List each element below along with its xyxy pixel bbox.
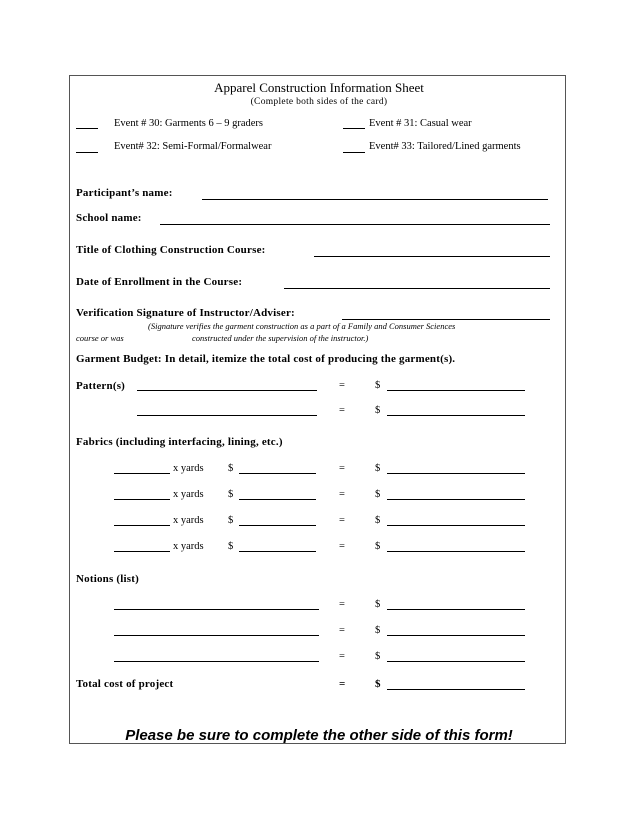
participant-name-label: Participant’s name: — [76, 187, 173, 199]
signature-note-line1: (Signature verifies the garment construction as a part of a Family and Consumer Sciences — [148, 321, 456, 331]
pattern-2-field[interactable] — [137, 415, 317, 416]
notion-3-dollar: $ — [375, 651, 381, 662]
signature-note-line2-prefix: course or was — [76, 333, 124, 343]
event-30-label: Event # 30: Garments 6 – 9 graders — [114, 118, 264, 129]
fabric-1-cost-field[interactable] — [387, 473, 525, 474]
pattern-2-dollar: $ — [375, 405, 381, 416]
total-cost-field[interactable] — [387, 689, 525, 690]
pattern-label: Pattern(s) — [76, 380, 126, 392]
notion-2-dollar: $ — [375, 625, 381, 636]
fabric-3-equals: = — [339, 515, 345, 526]
form-subtitle: (Complete both sides of the card) — [250, 97, 388, 107]
event-30-checkbox-line[interactable] — [76, 128, 98, 129]
fabric-2-price-dollar: $ — [228, 489, 234, 500]
garment-budget-heading: Garment Budget: In detail, itemize the total cost of producing the garment(s). — [76, 353, 456, 365]
fabric-4-price-field[interactable] — [239, 551, 316, 552]
enrollment-date-label: Date of Enrollment in the Course: — [76, 276, 243, 288]
fabric-1-yards-text: x yards — [173, 463, 204, 474]
notion-1-cost-field[interactable] — [387, 609, 525, 610]
fabric-2-equals: = — [339, 489, 345, 500]
verification-signature-label: Verification Signature of Instructor/Adviser: — [76, 307, 295, 319]
enrollment-date-field[interactable] — [284, 288, 550, 289]
event-31-label: Event # 31: Casual wear — [369, 118, 472, 129]
event-32-label: Event# 32: Semi-Formal/Formalwear — [114, 141, 272, 152]
course-title-label: Title of Clothing Construction Course: — [76, 244, 266, 256]
fabric-3-yards-field[interactable] — [114, 525, 170, 526]
fabric-4-yards-field[interactable] — [114, 551, 170, 552]
course-title-field[interactable] — [314, 256, 550, 257]
fabric-3-price-dollar: $ — [228, 515, 234, 526]
fabric-2-yards-text: x yards — [173, 489, 204, 500]
pattern-1-cost-field[interactable] — [387, 390, 525, 391]
fabric-3-cost-field[interactable] — [387, 525, 525, 526]
fabric-4-dollar: $ — [375, 541, 381, 552]
fabric-1-equals: = — [339, 463, 345, 474]
fabric-3-yards-text: x yards — [173, 515, 204, 526]
verification-signature-field[interactable] — [342, 319, 550, 320]
fabric-1-price-field[interactable] — [239, 473, 316, 474]
notion-2-cost-field[interactable] — [387, 635, 525, 636]
notion-2-equals: = — [339, 625, 345, 636]
event-32-checkbox-line[interactable] — [76, 152, 98, 153]
fabric-4-equals: = — [339, 541, 345, 552]
notion-1-dollar: $ — [375, 599, 381, 610]
fabric-1-price-dollar: $ — [228, 463, 234, 474]
total-dollar: $ — [375, 678, 381, 690]
participant-name-field[interactable] — [202, 199, 548, 200]
fabric-1-yards-field[interactable] — [114, 473, 170, 474]
fabric-4-cost-field[interactable] — [387, 551, 525, 552]
event-31-checkbox-line[interactable] — [343, 128, 365, 129]
notion-3-field[interactable] — [114, 661, 319, 662]
fabric-2-price-field[interactable] — [239, 499, 316, 500]
fabric-1-dollar: $ — [375, 463, 381, 474]
notion-3-equals: = — [339, 651, 345, 662]
school-name-field[interactable] — [160, 224, 550, 225]
signature-note-line2-rest: constructed under the supervision of the instructor.) — [192, 333, 369, 343]
fabric-4-price-dollar: $ — [228, 541, 234, 552]
pattern-2-cost-field[interactable] — [387, 415, 525, 416]
pattern-1-equals: = — [339, 380, 345, 391]
form-title: Apparel Construction Information Sheet — [214, 80, 424, 95]
notion-2-field[interactable] — [114, 635, 319, 636]
total-equals: = — [339, 678, 346, 690]
pattern-1-dollar: $ — [375, 380, 381, 391]
fabric-2-dollar: $ — [375, 489, 381, 500]
notion-3-cost-field[interactable] — [387, 661, 525, 662]
fabric-4-yards-text: x yards — [173, 541, 204, 552]
event-33-checkbox-line[interactable] — [343, 152, 365, 153]
form-border — [69, 75, 566, 744]
school-name-label: School name: — [76, 212, 142, 224]
fabric-3-price-field[interactable] — [239, 525, 316, 526]
notion-1-equals: = — [339, 599, 345, 610]
total-cost-label: Total cost of project — [76, 678, 174, 690]
notions-heading: Notions (list) — [76, 573, 139, 585]
pattern-1-field[interactable] — [137, 390, 317, 391]
fabrics-heading: Fabrics (including interfacing, lining, etc.) — [76, 436, 283, 448]
pattern-2-equals: = — [339, 405, 345, 416]
notion-1-field[interactable] — [114, 609, 319, 610]
reminder-text: Please be sure to complete the other side of this form! — [125, 727, 513, 744]
fabric-3-dollar: $ — [375, 515, 381, 526]
event-33-label: Event# 33: Tailored/Lined garments — [369, 141, 521, 152]
fabric-2-yards-field[interactable] — [114, 499, 170, 500]
fabric-2-cost-field[interactable] — [387, 499, 525, 500]
